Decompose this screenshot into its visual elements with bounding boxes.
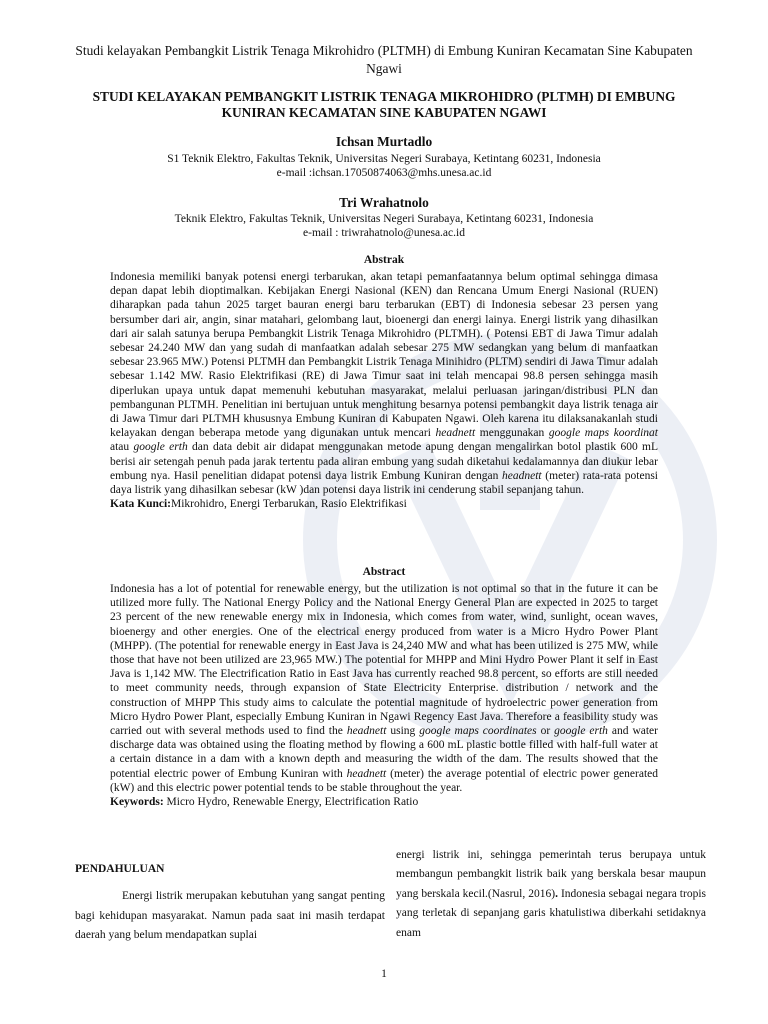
body-text: energi listrik ini, sehingga pemerintah terus berupaya untuk membangun pembangkit listrik baik yang berskala besar maupun yang berskala kecil.(Nasrul, 2016)	[396, 849, 706, 900]
body-right-column	[396, 846, 706, 943]
term-google-maps: google maps coordinates	[419, 725, 537, 738]
section-heading-pendahuluan: PENDAHULUAN	[75, 863, 165, 875]
term-headnett: headnett	[502, 469, 542, 482]
body-paragraph	[396, 846, 706, 943]
abstrak-text: dan data debit air didapat menggunakan metode apung dengan mengalirkan botol plastik 600 mL berisi air setengah penuh pada jarak tertentu pada aliran embung yang sudah diketahui kedalamannya dan diukur lebar embung nya. Hasil penelitian didapat potensi daya listrik Embung Kuniran dengan	[110, 441, 659, 482]
kata-kunci-label: Kata Kunci:	[110, 498, 172, 511]
term-headnett: headnett	[346, 725, 387, 738]
page-number: 1	[381, 968, 387, 980]
author-1-affiliation: S1 Teknik Elektro, Fakultas Teknik, Universitas Negeri Surabaya, Ketintang 60231, Indonesia	[167, 153, 601, 165]
kata-kunci	[110, 497, 658, 511]
keywords	[110, 795, 658, 809]
abstrak-text: atau	[110, 441, 134, 454]
body-text-bold: .	[555, 887, 558, 900]
term-headnett: headnett	[435, 427, 476, 440]
abstrak-paragraph	[110, 270, 658, 497]
author-1-name: Ichsan Murtadlo	[335, 134, 433, 149]
author-2-email: e-mail : triwrahatnolo@unesa.ac.id	[303, 227, 465, 239]
author-2-affiliation: Teknik Elektro, Fakultas Teknik, Universitas Negeri Surabaya, Ketintang 60231, Indonesia	[174, 213, 594, 225]
abstract-paragraph	[110, 582, 658, 795]
body-paragraph: Energi listrik merupakan kebutuhan yang sangat penting bagi kehidupan masyarakat. Namun pada saat ini masih terdapat daerah yang belum mendapatkan suplai	[75, 890, 385, 942]
abstrak-text: (meter) rata-rata potensi daya listrik yang dihasilkan sebesar (kW )dan potensi daya listrik ini cenderung stabil sepanjang tahun.	[110, 469, 658, 497]
term-google-erth: google erth	[133, 441, 188, 454]
term-google-erth: google erth	[554, 725, 608, 738]
term-headnett: headnett	[346, 767, 387, 780]
abstrak-text: Indonesia memiliki banyak potensi energi terbarukan, akan tetapi pemanfaatannya belum optimal sehingga dimasa depan dapat lebih dioptimalkan. Kebijakan Energi Nasional (KEN) dan Rencana Umum Energi Nasional (RUEN) diharapkan pada tahun 2025 target bauran energi baru terbarukan (EBT) di Indonesia sebesar 23 persen yang bersumber dari air, angin, sinar matahari, gelombang laut, bioenergi dan energi lainya. Energi listrik yang dihasilkan dari air salah satunya berupa Pembangkit Listrik Tenaga Mikrohidro (PLTMH). ( Potensi EBT di Jawa Timur adalah sebesar 24.240 MW dan yang sudah di manfaatkan adalah sebesar 275 MW sedangkan yang belum di manfaatkan sebesar 23.965 MW.) Potensi PLTMH dan Pembangkit Listrik Tenaga Minihidro (PLTM) sendiri di Jawa Timur adalah sebesar 1.142 MW. Rasio Elektrifikasi (RE) di Jawa Timur saat ini telah mencapai 98.8 persen sehingga masih diperlukan upaya untuk dapat memenuhi kebutuhan masyarakat, melalui perluasan jaringan/distribusi PLN dan pembangunan PLTMH. Penelitian ini bertujuan untuk menghitung besarnya potensi pembangkit daya listrik tenaga air di Jawa Timur dari PLTMH khususnya Embung Kuniran di Kabupaten Ngawi. Oleh karena itu dilaksanakanlah studi kelayakan dengan beberapa metode yang digunakan untuk mencari	[110, 271, 658, 440]
running-head: Studi kelayakan Pembangkit Listrik Tenaga Mikrohidro (PLTMH) di Embung Kuniran Kecamatan Sine Kabupaten Ngawi	[75, 43, 693, 76]
keywords-text: Micro Hydro, Renewable Energy, Electrification Ratio	[163, 796, 419, 809]
paper-title: STUDI KELAYAKAN PEMBANGKIT LISTRIK TENAGA MIKROHIDRO (PLTMH) DI EMBUNG KUNIRAN KECAMATAN SINE KABUPATEN NGAWI	[92, 89, 676, 120]
term-google-maps: google maps koordinat	[548, 427, 658, 440]
author-2-name: Tri Wrahatnolo	[339, 195, 429, 210]
abstract-body	[110, 582, 658, 809]
abstrak-body	[110, 270, 658, 511]
abstrak-heading: Abstrak	[363, 254, 405, 266]
abstract-text: (meter) the average potential of electric power generated (kW) and this electric power potential tends to be stable throughout the year.	[110, 767, 658, 794]
abstract-heading: Abstract	[362, 566, 406, 578]
body-text: Indonesia sebagai negara tropis yang terletak di sepanjang garis khatulistiwa diberkahi setidaknya enam	[396, 887, 706, 939]
abstract-text: using	[386, 725, 420, 738]
abstract-text: or	[536, 725, 555, 738]
abstrak-text: menggunakan	[475, 427, 549, 440]
keywords-label: Keywords:	[110, 796, 164, 809]
kata-kunci-text: Mikrohidro, Energi Terbarukan, Rasio Elektrifikasi	[171, 498, 407, 511]
abstract-text: and water discharge data was obtained using the floating method by flowing a 600 mL plastic bottle filled with half-full water at a certain distance in a dam with a known depth and measuring the width of the dam. The results showed that the potential electric power of Embung Kuniran with	[110, 725, 658, 780]
author-1-email: e-mail :ichsan.17050874063@mhs.unesa.ac.id	[276, 167, 492, 179]
abstract-text: Indonesia has a lot of potential for renewable energy, but the utilization is not optimal so that in the future it can be utilized more fully. The National Energy Policy and the National Energy General Plan are expected in 2025 to target 23 percent of the new renewable energy mix in Indonesia, which comes from water, wind, sunlight, ocean waves, bioenergy and other energies. One of the electrical energy produced from water is a Micro Hydro Power Plant (MHPP). (The potential for renewable energy in East Java is 24,240 MW and what has been utilized is 275 MW, while those that have not been utilized are 23,965 MW.) The potential for MHPP and Mini Hydro Power Plant it self in East Java is 1,142 MW. The Electrification Ratio in East Java has currently reached 98.8 percent, so efforts are still needed to meet community needs, through expansion of State Electricity Enterprise. distribution / network and the construction of MHPP This study aims to calculate the potential magnitude of hydroelectric power generation from Micro Hydro Power Plant, especially Embung Kuniran in Ngawi Regency East Java. Therefore a feasibility study was carried out with several methods used to find the	[110, 583, 658, 738]
body-left-column	[75, 860, 385, 946]
